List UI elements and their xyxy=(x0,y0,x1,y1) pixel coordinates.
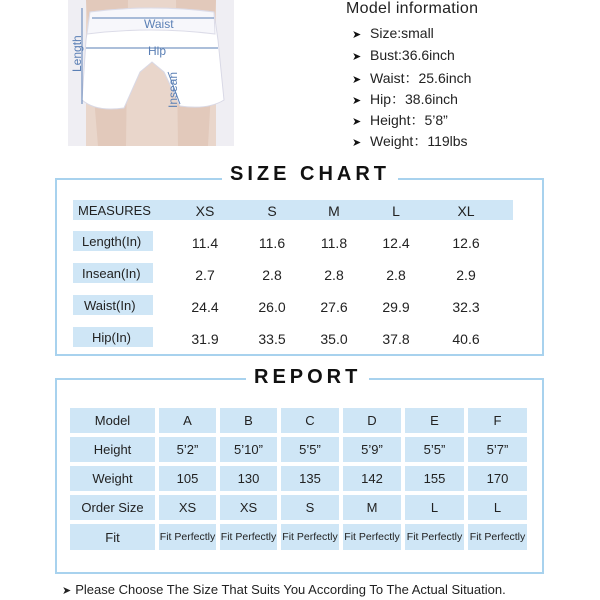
size-chart-cell: 32.3 xyxy=(452,299,480,315)
report-row-label: Order Size xyxy=(70,495,155,520)
model-info-item: ➤ Bust:36.6inch xyxy=(352,47,455,63)
size-chart-cell: 11.6 xyxy=(258,235,286,251)
arrow-bullet-icon: ➤ xyxy=(352,29,362,41)
report-cell: 155 xyxy=(405,466,464,491)
size-chart-cell: 33.5 xyxy=(258,331,286,347)
footer-note-text: Please Choose The Size That Suits You According To The Actual Situation. xyxy=(75,582,506,597)
report-row-label: Fit xyxy=(70,524,155,550)
size-chart-cell: 2.8 xyxy=(262,267,282,283)
size-chart-cell: 2.9 xyxy=(456,267,476,283)
size-chart-cell: 12.4 xyxy=(382,235,410,251)
report-cell: F xyxy=(468,408,527,433)
report-cell: Fit Perfectly xyxy=(159,524,216,550)
size-chart-cell: 11.4 xyxy=(191,235,219,251)
report-cell: 135 xyxy=(281,466,339,491)
size-chart-row-label: Insean(In) xyxy=(82,266,141,281)
size-chart-cell: 24.4 xyxy=(191,299,219,315)
arrow-bullet-icon: ➤ xyxy=(352,74,362,86)
report-cell: C xyxy=(281,408,339,433)
report-cell: Fit Perfectly xyxy=(343,524,401,550)
product-photo xyxy=(68,0,234,146)
report-cell: 142 xyxy=(343,466,401,491)
size-chart-header-size: XL xyxy=(457,203,475,219)
hip-measure-label: Hip xyxy=(148,44,167,58)
report-cell: A xyxy=(159,408,216,433)
size-chart-header-measures: MEASURES xyxy=(78,203,151,218)
report-cell: B xyxy=(220,408,277,433)
report-cell: XS xyxy=(220,495,277,520)
report-cell: L xyxy=(468,495,527,520)
report-cell: M xyxy=(343,495,401,520)
waist-measure-label: Waist xyxy=(144,17,174,31)
size-chart-row-label: Length(In) xyxy=(82,234,142,249)
report-cell: 5’2” xyxy=(159,437,216,462)
size-chart-cell: 31.9 xyxy=(191,331,219,347)
arrow-bullet-icon: ➤ xyxy=(352,51,362,63)
report-row-label: Model xyxy=(70,408,155,433)
report-cell: 5’10” xyxy=(220,437,277,462)
report-cell: Fit Perfectly xyxy=(468,524,527,550)
size-chart-cell: 40.6 xyxy=(452,331,480,347)
size-chart-cell: 37.8 xyxy=(382,331,410,347)
report-cell: S xyxy=(281,495,339,520)
size-chart-cell: 2.8 xyxy=(386,267,406,283)
size-chart-cell: 29.9 xyxy=(382,299,410,315)
size-chart-cell: 35.0 xyxy=(320,331,348,347)
size-chart-row-label: Hip(In) xyxy=(92,330,132,345)
size-chart-cell: 26.0 xyxy=(258,299,286,315)
size-chart-cell: 2.8 xyxy=(324,267,344,283)
size-chart-cell: 27.6 xyxy=(320,299,348,315)
report-cell: 5’5” xyxy=(281,437,339,462)
report-cell: L xyxy=(405,495,464,520)
report-cell: 130 xyxy=(220,466,277,491)
arrow-bullet-icon: ➤ xyxy=(352,137,362,149)
size-chart-header-size: M xyxy=(328,203,340,219)
arrow-bullet-icon: ➤ xyxy=(352,116,362,128)
report-row-label: Height xyxy=(70,437,155,462)
size-chart-header-size: S xyxy=(267,203,277,219)
model-info-item: ➤ Waist：25.6inch xyxy=(352,70,472,86)
report-cell: Fit Perfectly xyxy=(281,524,339,550)
model-info-item: ➤ Height：5’8” xyxy=(352,112,448,128)
report-cell: E xyxy=(405,408,464,433)
report-cell: 105 xyxy=(159,466,216,491)
size-chart-cell: 12.6 xyxy=(452,235,480,251)
arrow-bullet-icon: ➤ xyxy=(352,95,362,107)
length-measure-label: Length xyxy=(70,35,84,72)
footer-note xyxy=(62,582,506,597)
size-chart-cell: 11.8 xyxy=(320,235,348,251)
insean-measure-label: Insean xyxy=(166,71,180,108)
size-chart-row-label: Waist(In) xyxy=(84,298,136,313)
report-cell: D xyxy=(343,408,401,433)
size-chart-title: SIZE CHART xyxy=(222,163,398,186)
size-chart-header-size: L xyxy=(392,203,400,219)
report-cell: 5’5” xyxy=(405,437,464,462)
report-cell: 170 xyxy=(468,466,527,491)
model-info-item: ➤ Size:small xyxy=(352,25,434,41)
size-chart-header-size: XS xyxy=(195,203,215,219)
report-title: REPORT xyxy=(246,366,369,389)
report-cell: 5’7” xyxy=(468,437,527,462)
report-cell: Fit Perfectly xyxy=(220,524,277,550)
model-info-item: ➤ Weight：119lbs xyxy=(352,133,468,149)
arrow-bullet-icon: ➤ xyxy=(62,585,72,597)
report-cell: Fit Perfectly xyxy=(405,524,464,550)
model-info-item: ➤ Hip：38.6inch xyxy=(352,91,458,107)
size-chart-cell: 2.7 xyxy=(195,267,215,283)
report-cell: 5’9” xyxy=(343,437,401,462)
model-info-title: Model information xyxy=(346,0,479,17)
report-cell: XS xyxy=(159,495,216,520)
report-row-label: Weight xyxy=(70,466,155,491)
